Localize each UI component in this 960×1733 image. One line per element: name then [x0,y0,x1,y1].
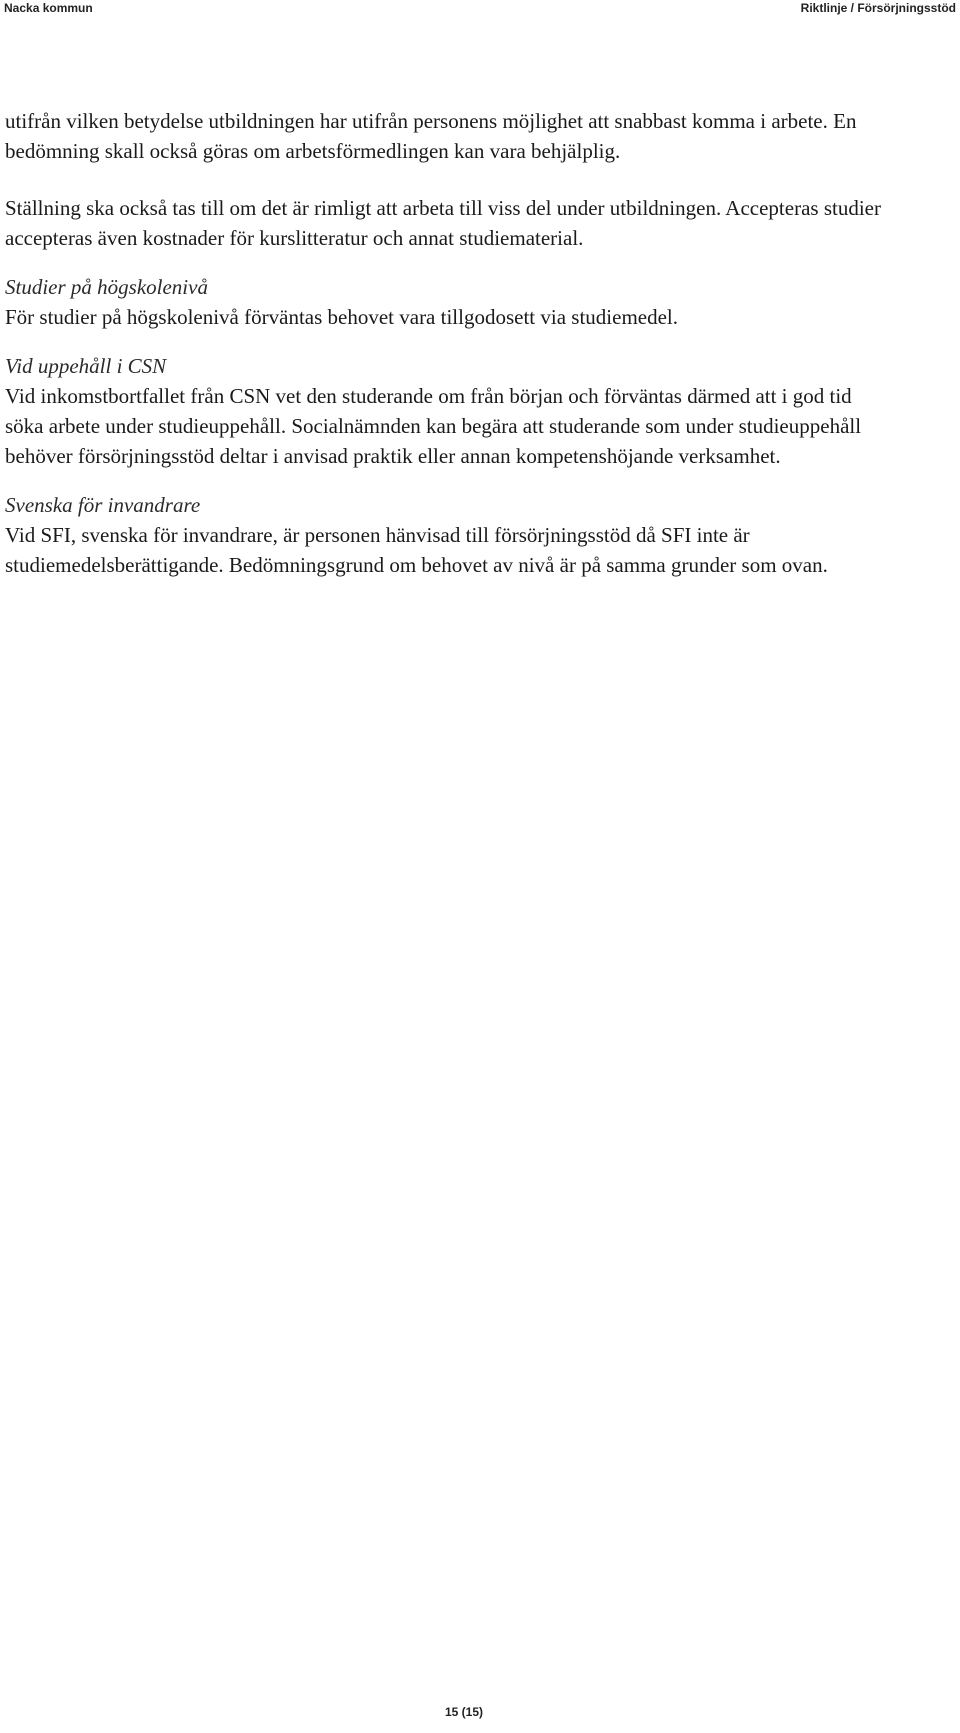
section-body: Vid inkomstbortfallet från CSN vet den studerande om från början och förväntas därmed att i god tid söka arbete under studieuppehåll. Socialnämnden kan begära att studerande som under studieuppehåll behöver försörjningsstöd deltar i anvisad praktik eller annan kompetenshöjande verksamhet. [5,384,862,468]
body-paragraph: utifrån vilken betydelse utbildningen har utifrån personens möjlighet att snabbast komma i arbete. En bedömning skall också göras om arbetsförmedlingen kan vara behjälplig. [5,109,857,163]
section-heading: Studier på högskolenivå [5,275,208,299]
body-paragraph: Ställning ska också tas till om det är rimligt att arbeta till viss del under utbildningen. Accepteras studier accepteras även kostnader för kurslitteratur och annat studiematerial. [5,196,881,250]
page-footer [0,1705,960,1719]
section-body: För studier på högskolenivå förväntas behovet vara tillgodosett via studiemedel. [5,305,679,329]
section-svenska-for-invandrare [5,490,885,580]
header-document-title: Riktlinje / Försörjningsstöd [800,1,956,15]
document-body [5,106,885,580]
section-studier-hogskoleniva [5,272,885,332]
page-number: 15 (15) [444,1705,484,1719]
header-organization: Nacka kommun [4,1,93,15]
section-heading: Svenska för invandrare [5,493,201,517]
section-uppehall-csn [5,351,885,471]
section-body: Vid SFI, svenska för invandrare, är personen hänvisad till försörjningsstöd då SFI inte är studiemedelsberättigande. Bedömningsgrund om behovet av nivå är på samma grunder som ovan. [5,523,828,577]
section-heading: Vid uppehåll i CSN [5,354,167,378]
page-header [0,0,960,16]
